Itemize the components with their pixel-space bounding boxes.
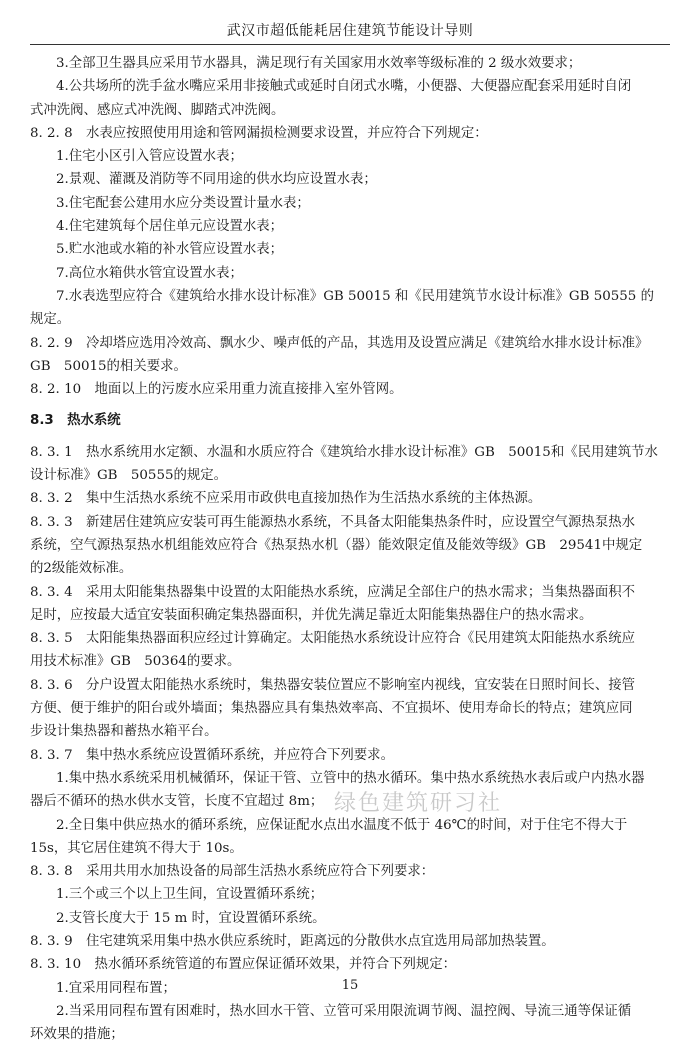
watermark: 绿色建筑研习社 [334, 791, 503, 816]
text-line: 8. 3. 8 采用共用水加热设备的局部生活热水系统应符合下列要求： [30, 864, 435, 880]
text-line: 足时，应按最大适宜安装面积确定集热器面积，并优先满足靠近太阳能集热器住户的热水需求。 [30, 607, 593, 623]
spacer [30, 433, 670, 441]
text-line: 8. 2. 8 水表应按照使用用途和管网漏损检测要求设置，并应符合下列规定： [30, 125, 488, 141]
text-line: 8. 2. 9 冷却塔应选用冷效高、飘水少、噪声低的产品，其选用及设置应满足《建筑给水排水设计标准》 [30, 335, 649, 351]
text-line: 1.住宅小区引入管应设置水表； [56, 149, 243, 165]
text-line: 设计标准》GB 50555的规定。 [30, 468, 228, 484]
text-line: 7.水表选型应符合《建筑给水排水设计标准》GB 50015 和《民用建筑节水设计标准》GB 50555 的 [56, 288, 654, 304]
text-line: 5.贮水池或水箱的补水管应设置水表； [56, 242, 284, 258]
text-line: 规定。 [30, 312, 71, 328]
text-line: 8. 3. 1 热水系统用水定额、水温和水质应符合《建筑给水排水设计标准》GB 50015和《民用建筑节水 [30, 444, 658, 460]
text-line: 15s，其它居住建筑不得大于 10s。 [30, 840, 243, 856]
text-line: 8. 3. 2 集中生活热水系统不应采用市政供电直接加热作为生活热水系统的主体热源。 [30, 491, 542, 507]
text-line: 8. 3. 4 采用太阳能集热器集中设置的太阳能热水系统，应满足全部住户的热水需求；当集热器面积不 [30, 584, 635, 600]
text-line: 7.高位水箱供水管宜设置水表； [56, 265, 243, 281]
text-line: 2.景观、灌溉及消防等不同用途的供水均应设置水表； [56, 172, 377, 188]
text-line: 环效果的措施； [30, 1027, 124, 1043]
text-line: 3.住宅配套公建用水应分类设置计量水表； [56, 195, 310, 211]
text-line: GB 50015的相关要求。 [30, 358, 187, 374]
page-header: 武汉市超低能耗居住建筑节能设计导则 [226, 23, 474, 39]
text-line: 1.宜采用同程布置； [56, 980, 176, 996]
text-line: 器后不循环的热水供水支管，长度不宜超过 8m； [30, 794, 324, 810]
text-line: 的2级能效标准。 [30, 561, 133, 577]
text-line: 系统，空气源热泵热水机组能效应符合《热泵热水机（器）能效限定值及能效等级》GB 29541中规定 [30, 537, 643, 553]
section-heading: 8.3 热水系统 [30, 413, 121, 429]
text-line: 8. 3. 10 热水循环系统管道的布置应保证循环效果，并符合下列规定： [30, 957, 457, 973]
text-line: 步设计集热器和蓄热水箱平台。 [30, 724, 218, 740]
text-line: 式冲洗阀、感应式冲洗阀、脚踏式冲洗阀。 [30, 102, 285, 118]
text-line: 8. 3. 9 住宅建筑采用集中热水供应系统时，距离远的分散供水点宜选用局部加热装置。 [30, 933, 555, 949]
text-line: 3.全部卫生器具应采用节水器具，满足现行有关国家用水效率等级标准的 2 级水效要求； [56, 56, 582, 71]
text-line: 4.公共场所的洗手盆水嘴应采用非接触式或延时自闭式水嘴，小便器、大便器应配套采用延时自闭 [56, 79, 632, 95]
text-line: 用技术标准》GB 50364的要求。 [30, 654, 241, 670]
text-line: 8. 3. 3 新建居住建筑应安装可再生能源热水系统，不具备太阳能集热条件时，应设置空气源热泵热水 [30, 514, 635, 530]
text-line: 2.支管长度大于 15 m 时，宜设置循环系统。 [56, 910, 326, 926]
text-line: 1.三个或三个以上卫生间，宜设置循环系统； [56, 887, 324, 903]
text-line: 8. 3. 5 太阳能集热器面积应经过计算确定。太阳能热水系统设计应符合《民用建筑太阳能热水系统应 [30, 631, 635, 647]
document-body [30, 52, 670, 1046]
spacer [30, 401, 670, 409]
text-line: 1.集中热水系统采用机械循环，保证干管、立管中的热水循环。集中热水系统热水表后或户内热水器 [56, 770, 645, 786]
page-number: 15 [341, 978, 359, 993]
header-rule [30, 44, 670, 45]
text-line: 8. 3. 7 集中热水系统应设置循环系统，并应符合下列要求。 [30, 747, 394, 763]
text-line: 8. 2. 10 地面以上的污废水应采用重力流直接排入室外管网。 [30, 382, 403, 398]
text-line: 8. 3. 6 分户设置太阳能热水系统时，集热器安装位置应不影响室内视线，宜安装在日照时间长、接管 [30, 677, 635, 693]
text-line: 方便、便于维护的阳台或外墙面；集热器应具有集热效率高、不宜损坏、使用寿命长的特点；建筑应同 [30, 701, 633, 717]
text-line: 2.当采用同程布置有困难时，热水回水干管、立管可采用限流调节阀、温控阀、导流三通等保证循 [56, 1003, 632, 1019]
text-line: 2.全日集中供应热水的循环系统，应保证配水点出水温度不低于 46℃的时间，对于住宅不得大于 [56, 817, 628, 833]
text-line: 4.住宅建筑每个居住单元应设置水表； [56, 219, 284, 235]
